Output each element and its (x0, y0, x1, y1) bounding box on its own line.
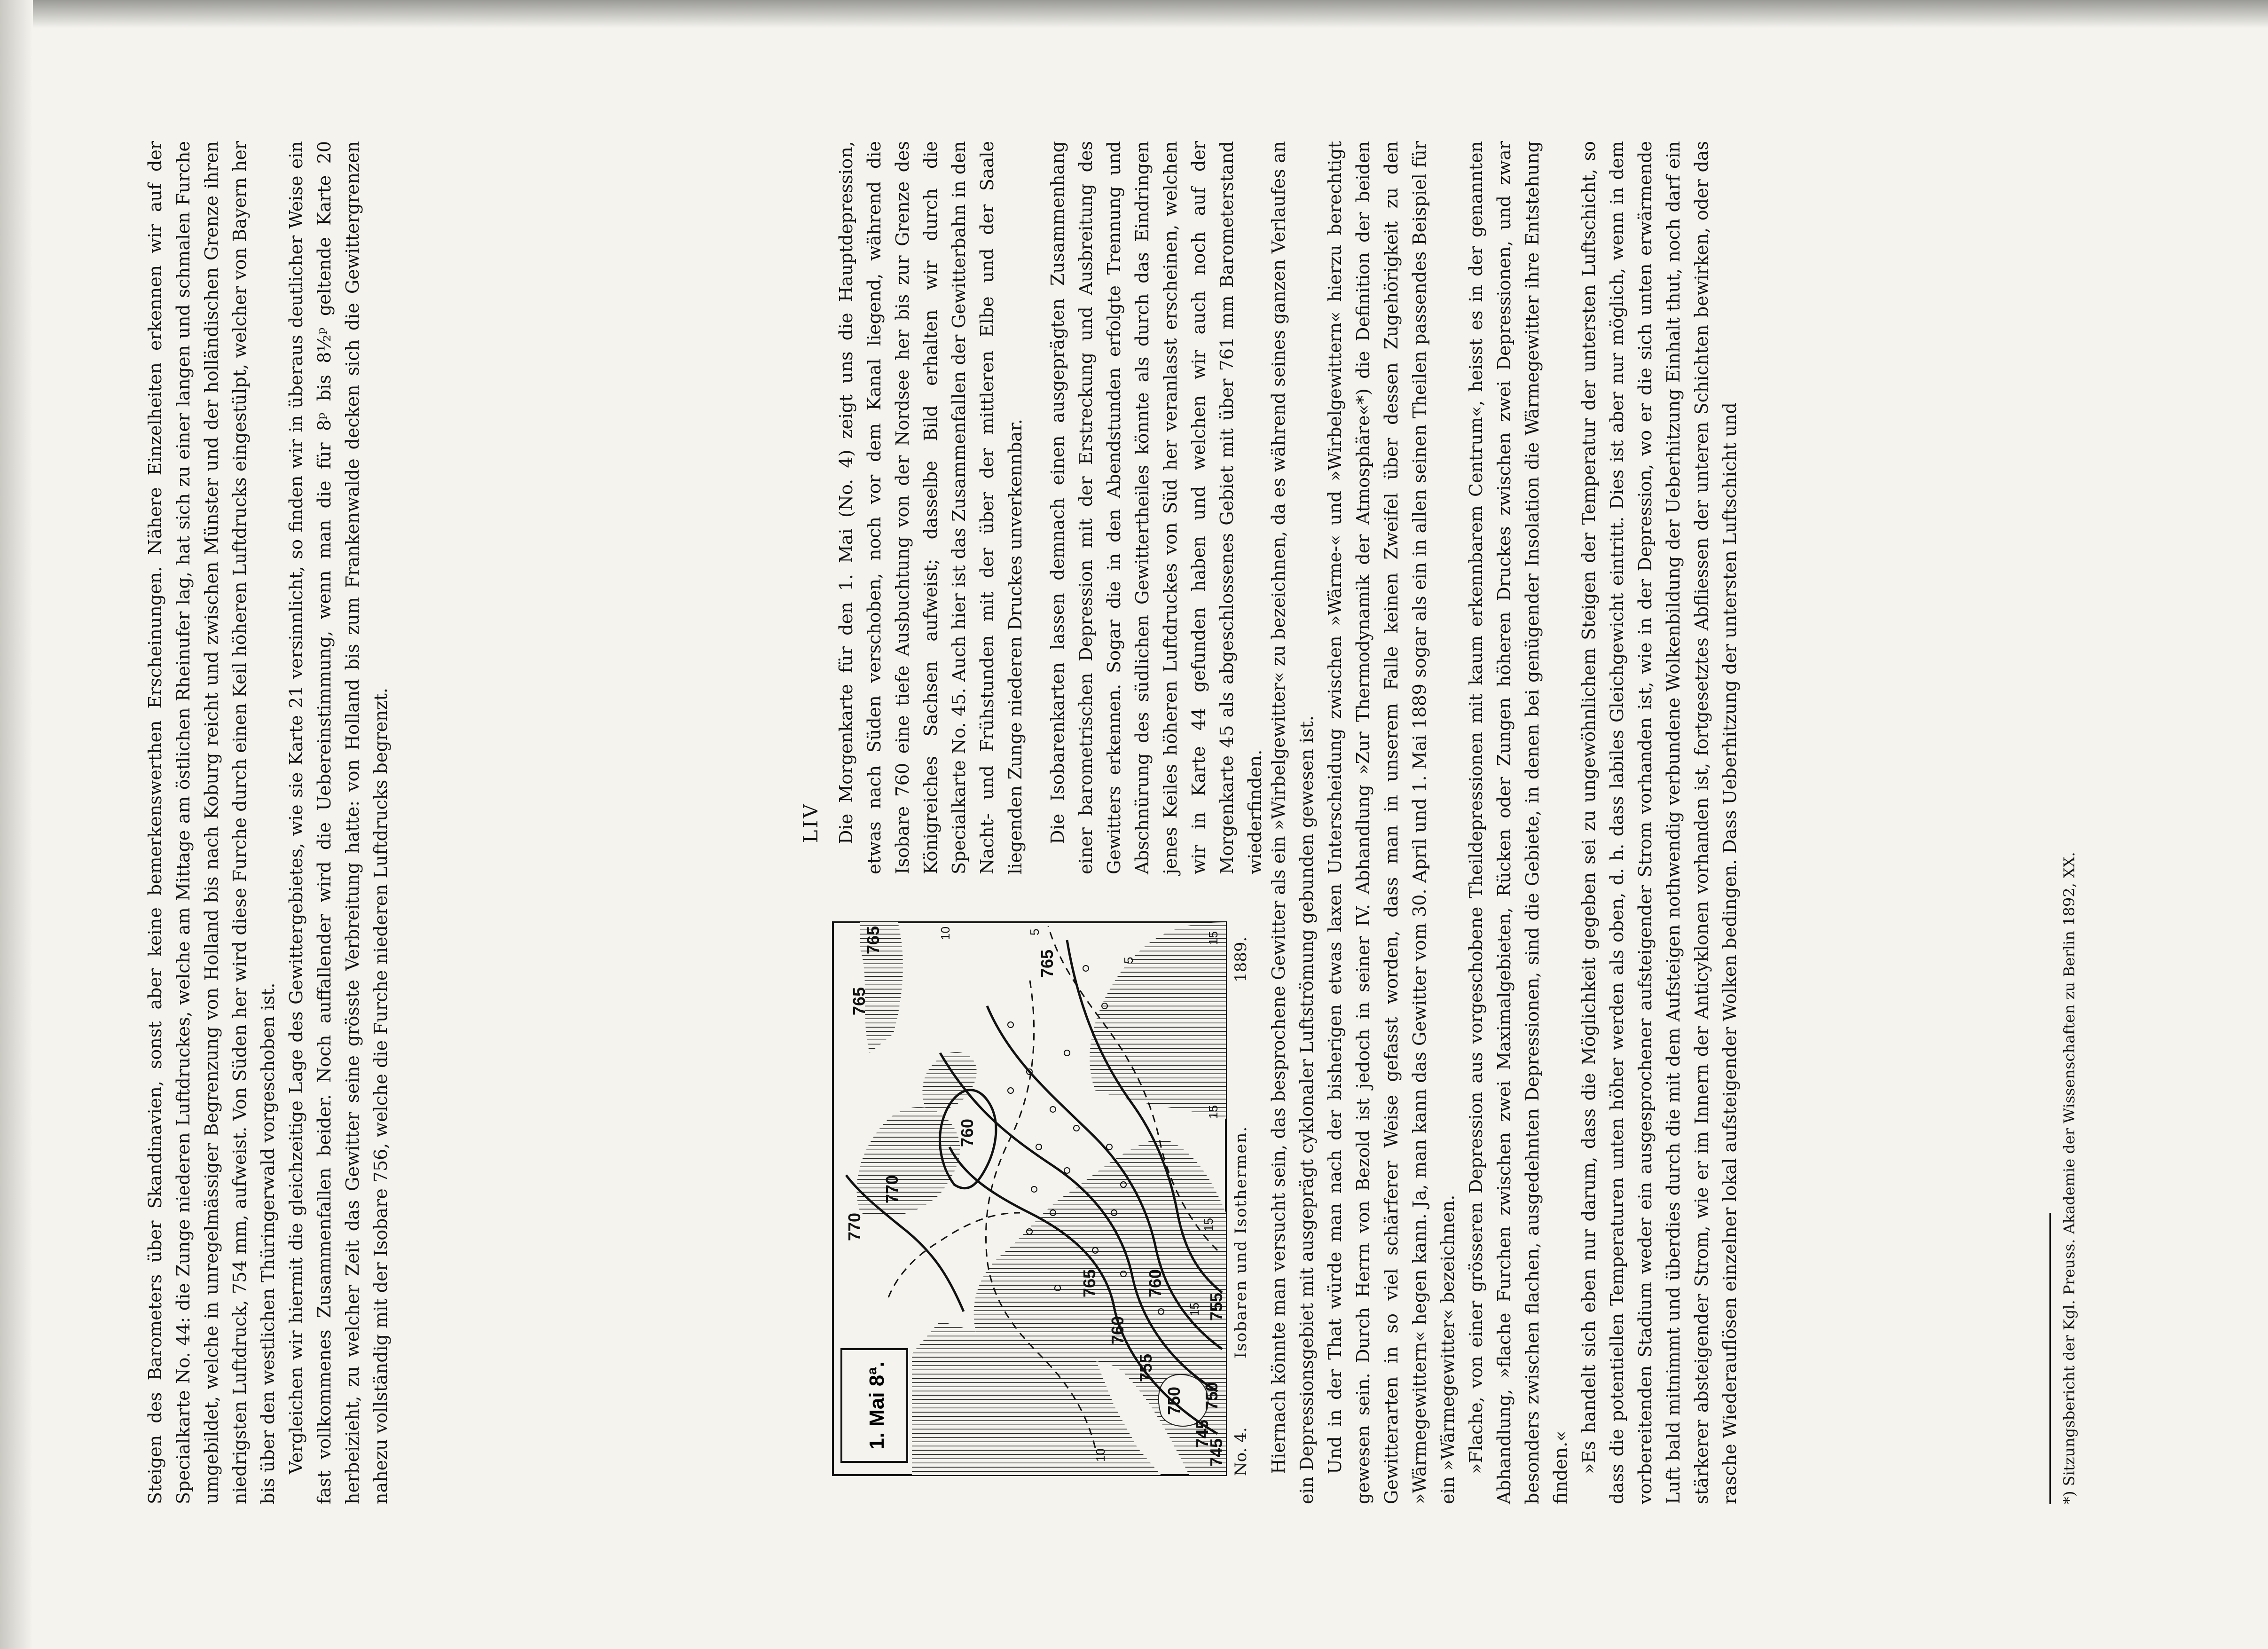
isotherm-label: 15 (1187, 1303, 1201, 1316)
paragraph: Die Morgenkarte für den 1. Mai (No. 4) zeigt uns die Hauptdepression, etwas nach Süden verschoben, noch vor dem Kanal liegend, während die Isobare 760 eine tiefe Ausbuchtung von der Nordsee her bis zur Grenze des Königreiches Sachsen aufweist; dasselbe Bild erhalten wir durch die Specialkarte No. 45. Auch hier ist das Zusammenfallen der Gewitterbahn in den Nacht- und Frühstunden mit der über der mittleren Elbe und der Saale liegenden Zunge niederen Druckes unverkennbar. (836, 141, 1026, 874)
isobar-map (832, 921, 1227, 1476)
bottom-text-block (1264, 141, 1744, 1504)
paragraph: »Es handelt sich eben nur darum, dass die Möglichkeit gegeben sei zu ungewöhnlichem Steigen der Temperatur der untersten Luftschicht, so dass die potentiellen Temperaturen unten höher werden als oben, d. h. dass labiles Gleichgewicht eintritt. Dies ist aber nur möglich, wenn in dem vorbereitenden Stadium weder ein ausgesprochener aufsteigender Strom vorhanden ist, wie in der Depression, wo er die sich unten erwärmende Luft bald mitnimmt und überdies durch die mit dem Aufsteigen nothwendig verbundene Wolkenbildung der Ueberhitzung Einhalt thut, noch darf ein stärkerer absteigender Strom, wie er im Innern der Anticyklonen vorhanden ist, fortgesetztes Abfliessen der unteren Schichten bewirken, oder das rasche Wiederauflösen einzelner lokal aufsteigender Wolken bedingen. Dass Ueberhitzung der untersten Luftschicht und (1578, 141, 1740, 1504)
paragraph: Hiernach könnte man versucht sein, das besprochene Gewitter als ein »Wirbelgewitter« zu bezeichnen, da es während seines ganzen Verlaufes an ein Depressionsgebiet mit ausgeprägt cyklonaler Luftströmung gebunden gewesen ist. (1268, 141, 1317, 1504)
footnote-rule (2049, 1213, 2051, 1504)
isobar-label: 745 (1193, 1419, 1212, 1448)
rotated-page (141, 141, 2162, 1504)
top-text-block (141, 141, 395, 1504)
paragraph: Vergleichen wir hiermit die gleichzeitige Lage des Gewittergebietes, wie sie Karte 21 versinnlicht, so finden wir in überaus deutlicher Weise ein fast vollkommenes Zusammenfallen beider. Noch auffallender wird die Uebereinstimmung, wenn man die für 8ᵖ bis 8½ᵖ geltende Karte 20 herbeizieht, zu welcher Zeit das Gewitter seine grösste Verbreitung hatte: von Holland bis zum Frankenwalde decken sich die Gewittergrenzen nahezu vollständig mit der Isobare 756, welche die Furche niederen Luftdrucks begrenzt. (286, 141, 391, 1504)
isotherm-label: 10 (938, 927, 952, 940)
page-number: LIV (799, 802, 822, 843)
isobar-label: 770 (882, 1175, 902, 1203)
isotherm-label: 10 (1093, 1448, 1107, 1462)
isobar-label: 765 (1037, 949, 1057, 978)
figure-year: 1889. (1232, 936, 1250, 982)
paragraph: Und in der That würde man nach der bisherigen etwas laxen Unterscheidung zwischen »Wärme-« und »Wirbelgewittern« hierzu berechtigt gewesen sein. Durch Herrn von Bezold ist jedoch in seiner IV. Abhandlung »Zur Thermodynamik der Atmosphäre«*) die Definition der beiden Gewitterarten in so viel schärferer Weise gefasst worden, dass man in unserem Falle keinen Zweifel über dessen Zugehörigkeit zu den »Wärmegewittern« hegen kann. Ja, man kann das Gewitter vom 30. April und 1. Mai 1889 sogar als ein in allen seinen Theilen passendes Beispiel für ein »Wärmegewitter« bezeichnen. (1325, 141, 1458, 1504)
figure-title: Isobaren und Isothermen. (1232, 1125, 1250, 1358)
isobar-label: 750 (1164, 1386, 1184, 1415)
isobar-label: 765 (1080, 1269, 1099, 1297)
isobar-label: 760 (1146, 1269, 1165, 1297)
map-date-label: 1. Mai 8ª. (865, 1361, 888, 1450)
scan-edge (0, 0, 2268, 28)
isobar-label: 755 (1136, 1353, 1155, 1382)
right-text-block (832, 141, 1269, 874)
isotherm-label: 15 (1206, 931, 1220, 945)
figure-number: No. 4. (1232, 1427, 1250, 1476)
footnote: *) Sitzungsbericht der Kgl. Preuss. Akademie der Wissenschaften zu Berlin 1892, XX. (2060, 852, 2078, 1504)
figure (832, 921, 1255, 1476)
isobar-label: 745 (1207, 1438, 1226, 1467)
isobar-label: 760 (1108, 1316, 1127, 1344)
isobar-label: 750 (1202, 1382, 1221, 1410)
isotherm-label: 15 (1206, 1105, 1220, 1119)
isobar-label: 770 (845, 1212, 864, 1241)
paragraph: Die Isobarenkarten lassen demnach einen ausgeprägten Zusammenhang einer barometrischen Depression mit der Erstreckung und Ausbreitung des Gewitters erkennen. Sogar die in den Abendstunden erfolgte Trennung und Abschnürung des südlichen Gewittertheiles könnte als durch das Eindringen jenes Keiles höheren Luftdruckes von Süd her veranlasst erscheinen, welchen wir in Karte 44 gefunden haben und welchen wir auch noch auf der Morgenkarte 45 als abgeschlossenes Gebiet mit über 761 mm Barometerstand wiederfinden. (1047, 141, 1265, 874)
isotherm-label: 15 (1201, 1218, 1216, 1232)
isobar-label: 760 (957, 1118, 977, 1147)
paragraph: Steigen des Barometers über Skandinavien, sonst aber keine bemerkenswerthen Erscheinungen. Nähere Einzelheiten erkennen wir auf der Specialkarte No. 44: die Zunge niederen Luftdruckes, welche am Mittage am östlichen Rheinufer lag, hat sich zu einer langen und schmalen Furche umgebildet, welche in unregelmässiger Begrenzung von Holland bis nach Koburg reicht und zwischen Münster und der holländischen Grenze ihren niedrigsten Luftdruck, 754 mm, aufweist. Von Süden her wird diese Furche durch einen Keil höheren Luftdrucks eingestülpt, welcher von Bayern her bis über den westlichen Thüringerwald vorgeschoben ist. (145, 141, 278, 1504)
scan-left-edge (0, 0, 33, 1649)
isobar-label: 755 (1207, 1292, 1226, 1321)
isotherm-label: 5 (1122, 957, 1136, 964)
isotherm-label: 5 (1028, 928, 1042, 935)
paragraph: »Flache, von einer grösseren Depression aus vorgeschobene Theildepressionen mit kaum erkennbarem Centrum«, heisst es in der genannten Abhandlung, »flache Furchen zwischen zwei Maximalgebieten, Rücken oder Zungen höheren Druckes zwischen zwei Depressionen, und zwar besonders zwischen flachen, ausgedehnten Depressionen, sind die Gebiete, in denen bei genügender Insolation die Wärmegewitter ihre Entstehung finden.« (1466, 141, 1571, 1504)
isobar-label: 765 (863, 926, 883, 954)
isobar-label: 765 (849, 987, 869, 1015)
